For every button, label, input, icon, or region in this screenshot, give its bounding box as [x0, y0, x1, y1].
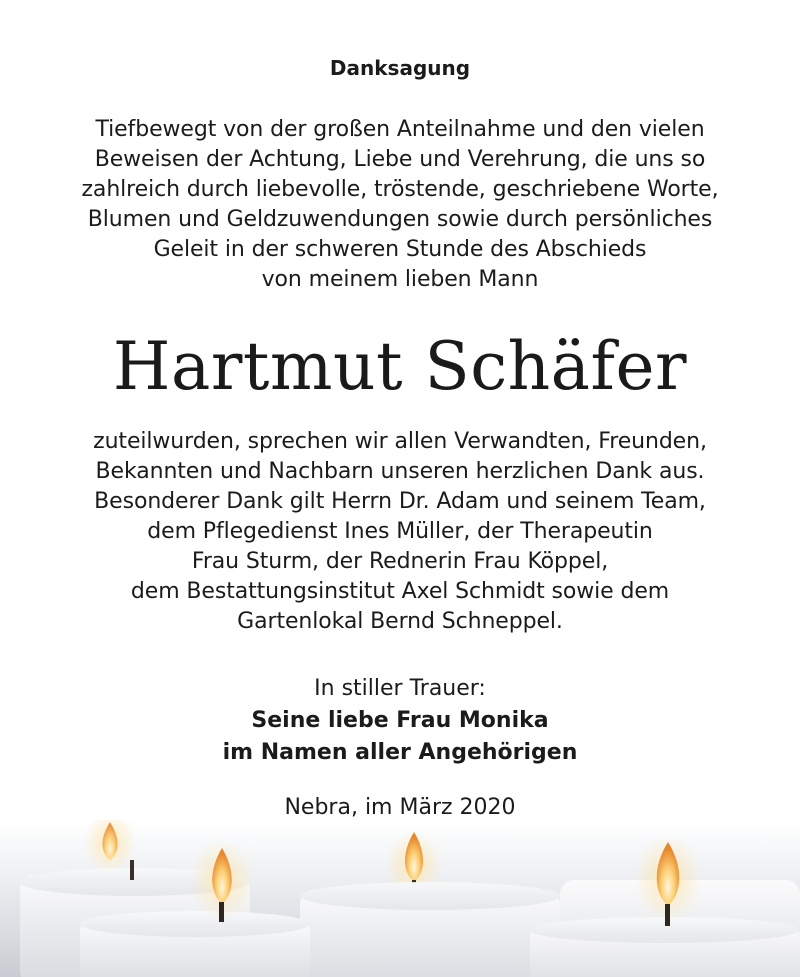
thanks-line: dem Bestattungsinstitut Axel Schmidt sowie dem [130, 579, 670, 604]
intro-line: Tiefbewegt von der großen Anteilnahme und den vielen [95, 117, 705, 142]
signer-relatives: im Namen aller Angehörigen [222, 740, 578, 765]
thanks-line: dem Pflegedienst Ines Müller, der Therapeutin [147, 519, 653, 544]
intro-line: Beweisen der Achtung, Liebe und Verehrung, die uns so [94, 147, 706, 172]
intro-line: von meinem lieben Mann [261, 267, 539, 292]
thanks-paragraph [0, 427, 800, 637]
candle-wick-left [130, 860, 134, 880]
thanks-line: Gartenlokal Bernd Schneppel. [237, 609, 563, 634]
signature-block [0, 673, 800, 769]
deceased-name: Hartmut Schäfer [112, 328, 688, 405]
intro-line: Blumen und Geldzuwendungen sowie durch persönliches [87, 207, 713, 232]
signer-name: Seine liebe Frau Monika [251, 708, 549, 733]
intro-line: Geleit in der schweren Stunde des Abschieds [153, 237, 647, 262]
place-date: Nebra, im März 2020 [284, 795, 516, 820]
thanks-line: zuteilwurden, sprechen wir allen Verwandten, Freunden, [93, 429, 707, 454]
thanks-line: Bekannten und Nachbarn unseren herzlichen Dank aus. [95, 459, 705, 484]
intro-line: zahlreich durch liebevolle, tröstende, geschriebene Worte, [81, 177, 719, 202]
notice-heading: Danksagung [329, 56, 471, 80]
candles-image [0, 820, 800, 977]
thanks-line: Frau Sturm, der Rednerin Frau Köppel, [191, 549, 609, 574]
thanks-line: Besonderer Dank gilt Herrn Dr. Adam und seinem Team, [94, 489, 706, 514]
intro-paragraph [0, 115, 800, 295]
mourning-line: In stiller Trauer: [314, 676, 486, 701]
